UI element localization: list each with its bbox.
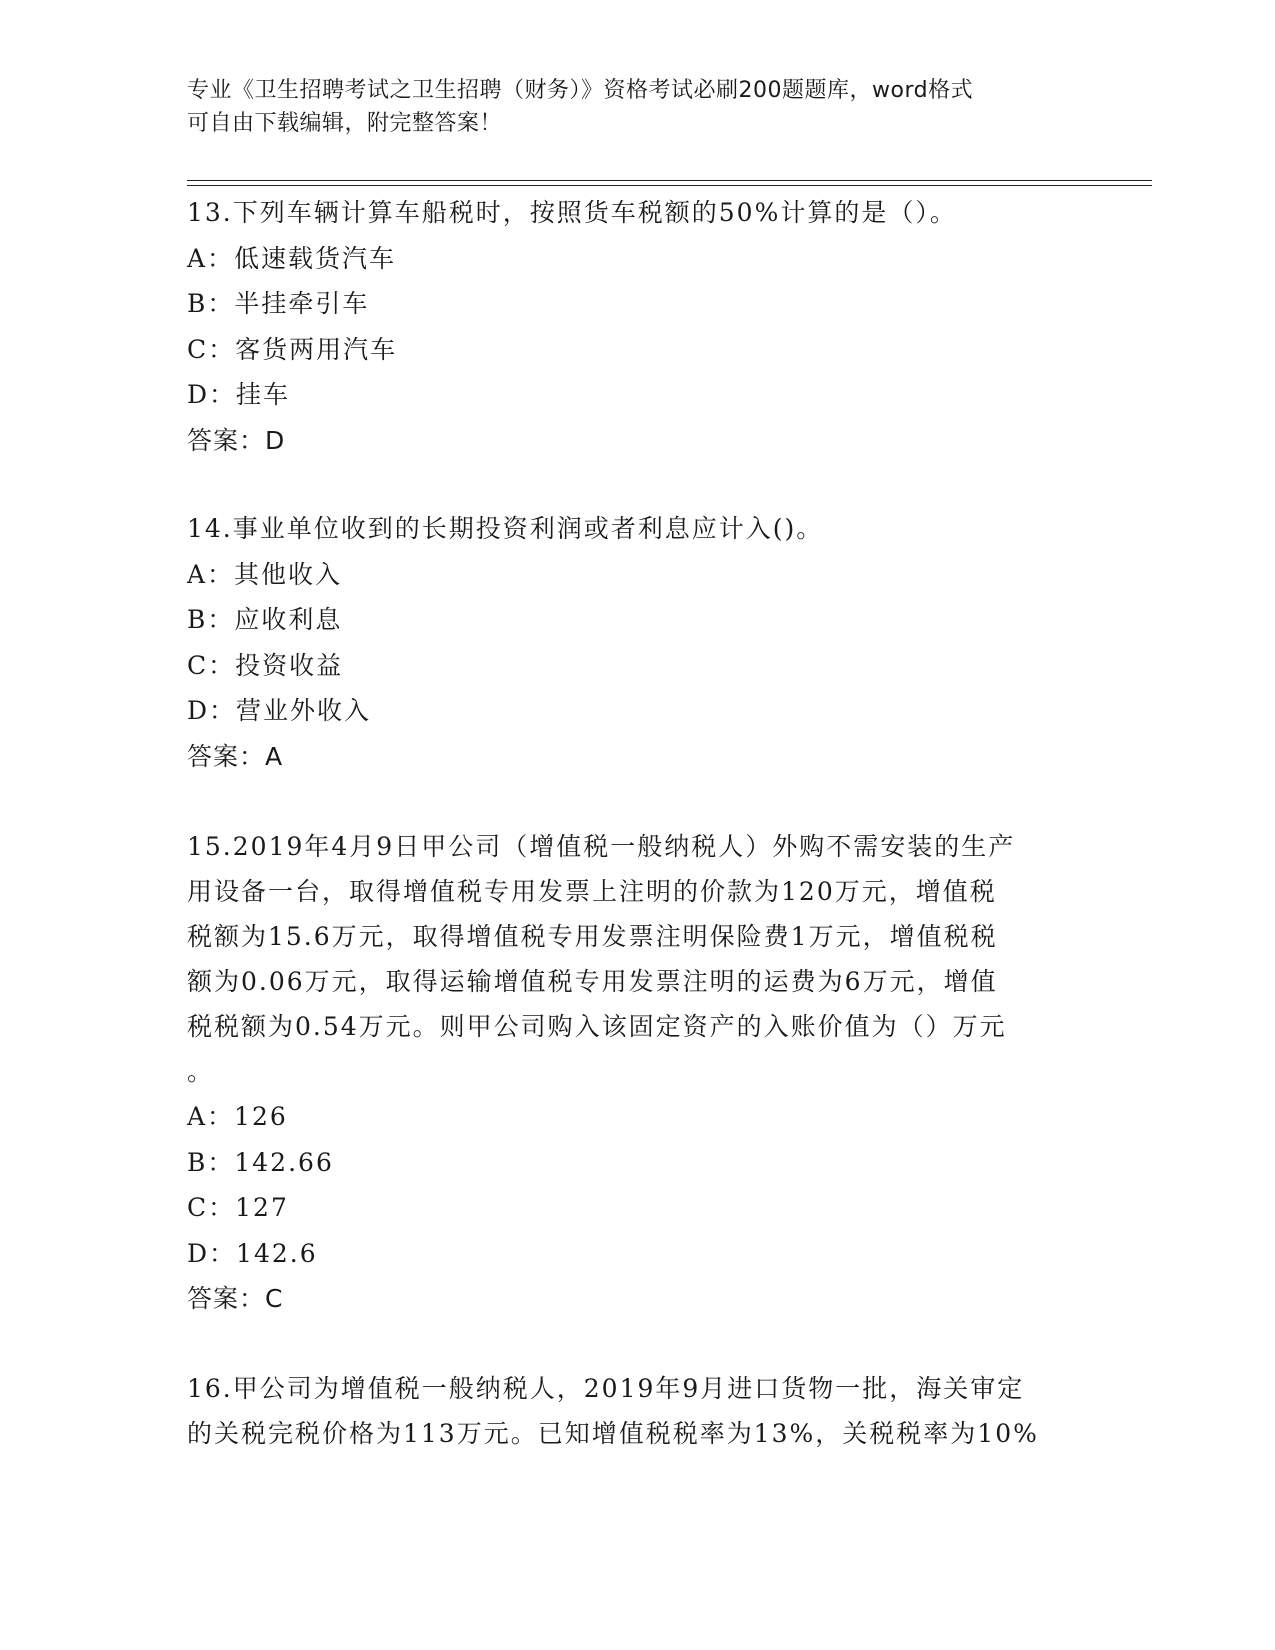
question-16 [187,1366,1082,1456]
spacer [187,464,1082,506]
header-line-1: 专业《卫生招聘考试之卫生招聘（财务）》资格考试必刷200题题库，word格式 [187,78,974,103]
question-14 [187,506,1082,780]
option-b: B：142.66 [187,1147,334,1177]
question-stem: 14.事业单位收到的长期投资利润或者利息应计入()。 [187,513,824,543]
question-stem: 13.下列车辆计算车船税时，按照货车税额的50%计算的是（）。 [187,198,957,227]
option-a: A：其他收入 [187,559,343,589]
option-b: B：半挂牵引车 [187,289,370,319]
question-stem-line: 税税额为0.54万元。则甲公司购入该固定资产的入账价值为（）万元 [187,1011,1007,1041]
option-b: B：应收利息 [187,605,343,635]
header-divider-top [187,180,1152,181]
answer: 答案：C [187,1284,284,1314]
question-stem-line: 税额为15.6万元，取得增值税专用发票注明保险费1万元，增值税税 [187,921,998,951]
header-divider-bottom [187,185,1152,186]
answer: 答案：A [187,741,284,771]
option-d: D：142.6 [187,1238,318,1268]
option-a: A：126 [187,1101,288,1131]
spacer [187,1322,1082,1366]
header-line-2: 可自由下载编辑，附完整答案！ [187,111,503,136]
answer: 答案：D [187,425,286,455]
question-stem-line: 16.甲公司为增值税一般纳税人，2019年9月进口货物一批，海关审定 [187,1374,1025,1404]
option-d: D：营业外收入 [187,696,372,726]
question-stem-line: 用设备一台，取得增值税专用发票上注明的价款为120万元，增值税 [187,876,997,906]
spacer [187,780,1082,824]
question-15 [187,824,1082,1322]
question-stem-line: 。 [187,1056,215,1086]
option-d: D：挂车 [187,380,291,410]
question-stem-line: 额为0.06万元，取得运输增值税专用发票注明的运费为6万元，增值 [187,966,998,996]
option-c: C：投资收益 [187,650,344,680]
document-header [187,74,1067,140]
question-13 [187,190,1082,464]
question-list [187,190,1082,1456]
option-c: C：127 [187,1193,289,1223]
option-a: A：低速载货汽车 [187,243,397,273]
option-c: C：客货两用汽车 [187,334,398,364]
question-stem-line: 15.2019年4月9日甲公司（增值税一般纳税人）外购不需安装的生产 [187,831,1016,861]
question-stem-line: 的关税完税价格为113万元。已知增值税税率为13%，关税税率为10% [187,1419,1039,1449]
